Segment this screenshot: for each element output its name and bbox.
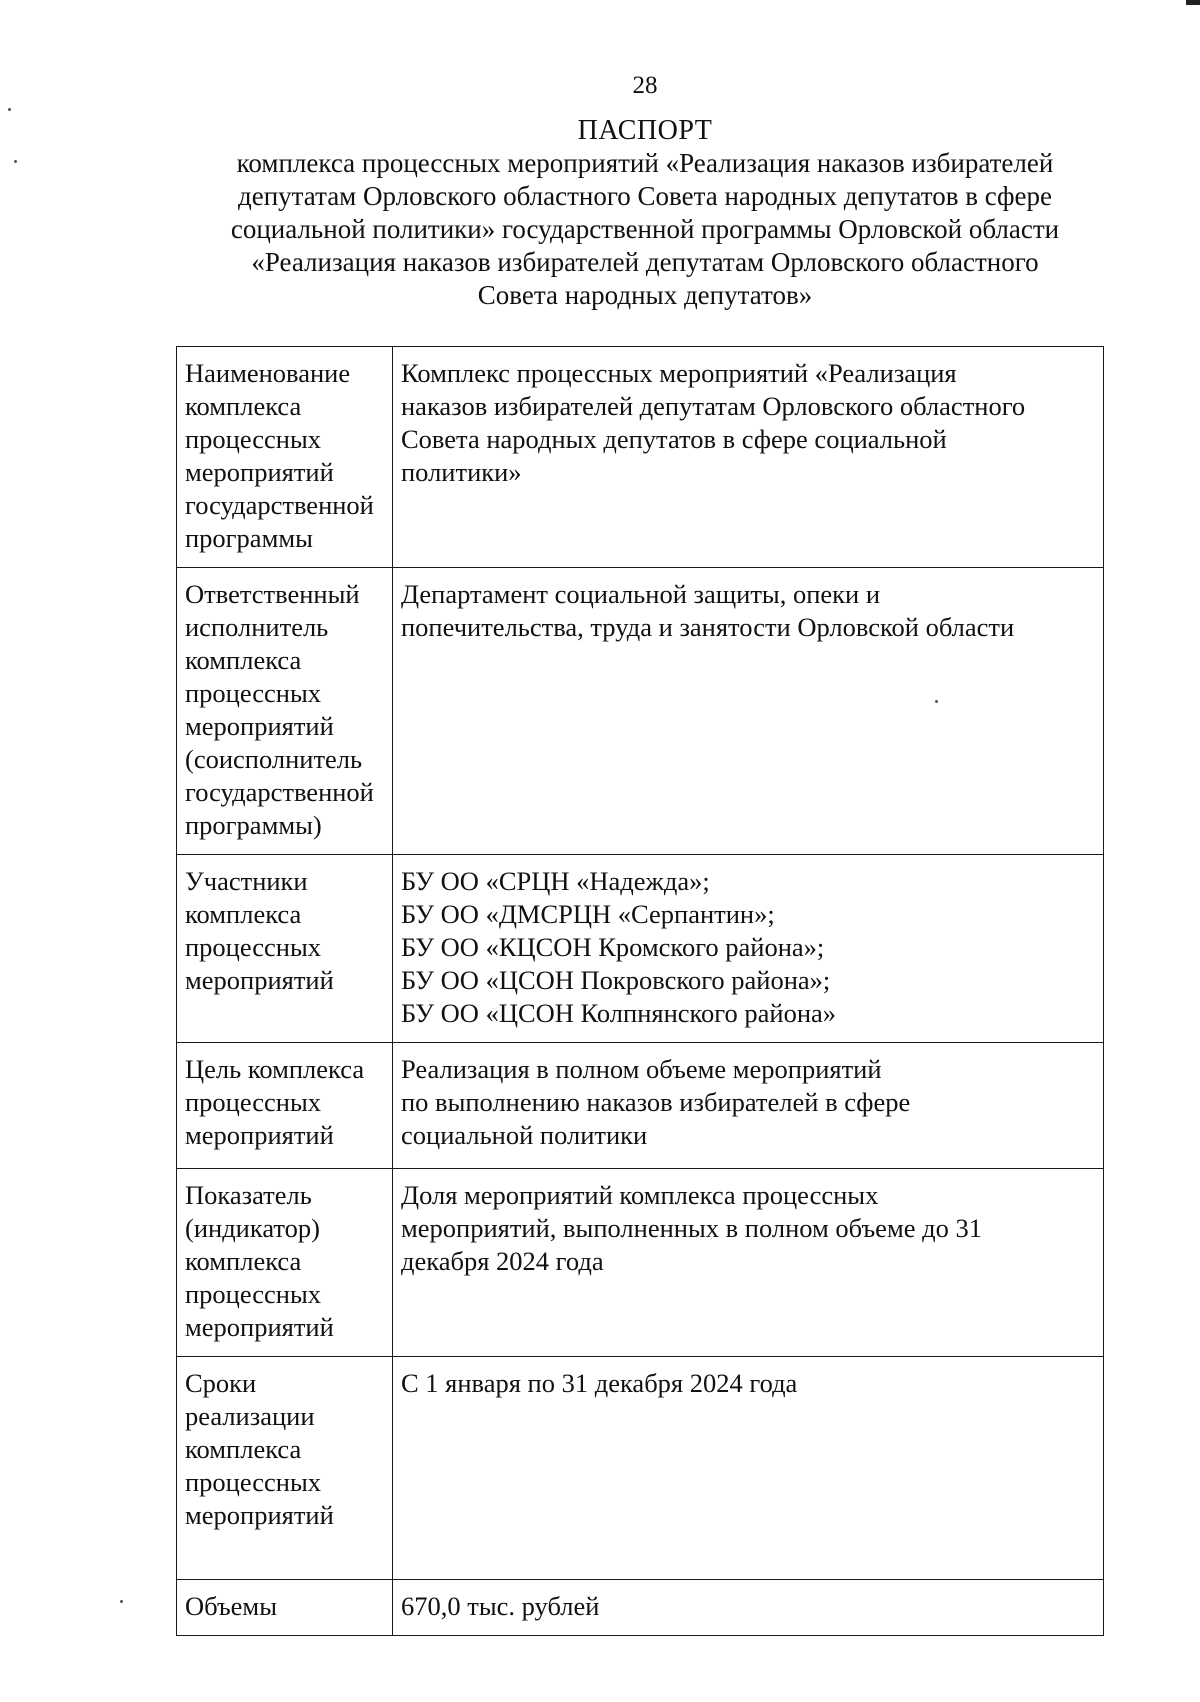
row-label: Цель комплекса процессных мероприятий <box>185 1054 365 1150</box>
row-label: Наименование комплекса процессных мероприятий государственной программы <box>185 358 374 553</box>
subtitle-line: социальной политики» государственной программы Орловской области <box>230 214 1060 244</box>
table-row <box>177 1580 1104 1636</box>
row-value-cell <box>393 855 1104 1043</box>
table-row <box>177 1357 1104 1580</box>
page-number: 28 <box>632 72 658 99</box>
row-label: Сроки реализации комплекса процессных мероприятий <box>185 1368 334 1530</box>
row-value-cell <box>393 1580 1104 1636</box>
row-value: Департамент социальной защиты, опеки и попечительства, труда и занятости Орловской области <box>401 579 1015 642</box>
row-label: Ответственный исполнитель комплекса процессных мероприятий (соисполнитель государственной программы) <box>185 579 374 840</box>
table-row <box>177 1169 1104 1357</box>
row-label-cell <box>177 347 393 568</box>
row-label-cell <box>177 1169 393 1357</box>
table-row <box>177 855 1104 1043</box>
table-row <box>177 568 1104 855</box>
row-value-cell <box>393 1043 1104 1169</box>
scan-speck <box>8 108 11 111</box>
row-value-cell <box>393 568 1104 855</box>
document-title: ПАСПОРТ <box>577 115 713 146</box>
row-label-cell <box>177 1043 393 1169</box>
row-value: Доля мероприятий комплекса процессных мероприятий, выполненных в полном объеме до 31 декабря 2024 года <box>401 1180 982 1276</box>
subtitle-line: депутатам Орловского областного Совета народных депутатов в сфере <box>237 181 1052 211</box>
table-row <box>177 347 1104 568</box>
passport-table <box>176 346 1104 1636</box>
scan-speck <box>14 160 17 163</box>
row-label-cell <box>177 1357 393 1580</box>
row-value: С 1 января по 31 декабря 2024 года <box>401 1368 798 1398</box>
row-value-cell <box>393 1357 1104 1580</box>
document-header <box>150 114 1140 312</box>
subtitle-line: Совета народных депутатов» <box>477 280 813 310</box>
scan-speck <box>120 1600 123 1603</box>
row-label: Участники комплекса процессных мероприятий <box>185 866 334 995</box>
scan-mark <box>1186 0 1200 5</box>
subtitle-line: «Реализация наказов избирателей депутатам Орловского областного <box>251 247 1039 277</box>
row-label-cell <box>177 568 393 855</box>
subtitle-line: комплекса процессных мероприятий «Реализация наказов избирателей <box>236 148 1054 178</box>
scan-speck <box>935 700 938 703</box>
row-value-cell <box>393 1169 1104 1357</box>
row-value-cell <box>393 347 1104 568</box>
row-label-cell <box>177 1580 393 1636</box>
row-value: 670,0 тыс. рублей <box>401 1591 600 1621</box>
row-value: Комплекс процессных мероприятий «Реализация наказов избирателей депутатам Орловского областного Совета народных депутатов в сфере социальной политики» <box>401 358 1026 487</box>
row-value: БУ ОО «СРЦН «Надежда»; БУ ОО «ДМСРЦН «Серпантин»; БУ ОО «КЦСОН Кромского района»; БУ ОО «ЦСОН Покровского района»; БУ ОО «ЦСОН Колпнянского района» <box>401 866 837 1028</box>
table-row <box>177 1043 1104 1169</box>
row-label: Показатель (индикатор) комплекса процессных мероприятий <box>185 1180 334 1342</box>
row-value: Реализация в полном объеме мероприятий по выполнению наказов избирателей в сфере социальной политики <box>401 1054 911 1150</box>
row-label-cell <box>177 855 393 1043</box>
row-label: Объемы <box>185 1591 277 1621</box>
